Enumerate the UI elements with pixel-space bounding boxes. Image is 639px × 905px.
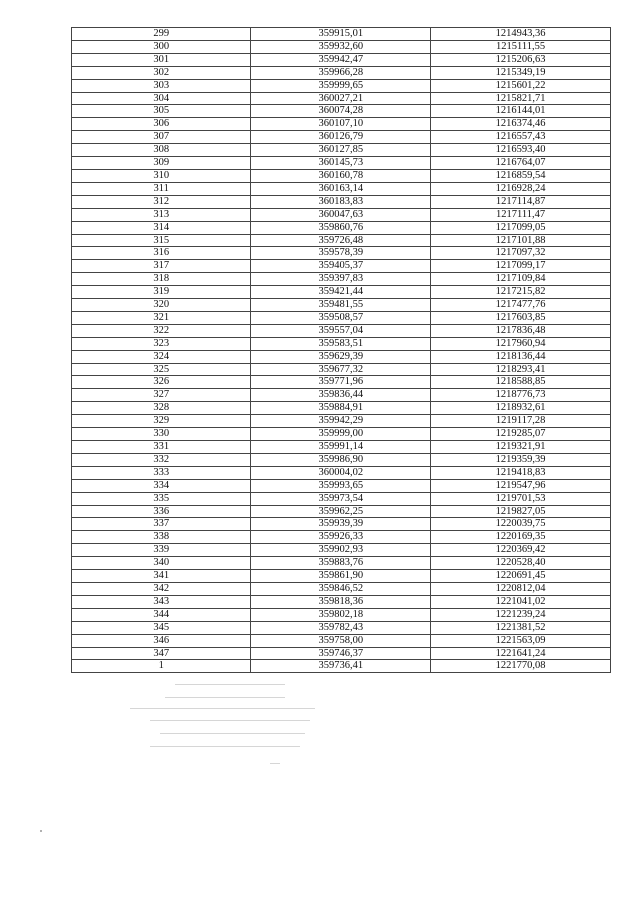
x-coordinate-cell: 360127,85 (251, 144, 431, 157)
point-number-cell: 329 (72, 415, 251, 428)
point-number-cell: 322 (72, 324, 251, 337)
x-coordinate-cell: 359802,18 (251, 608, 431, 621)
x-coordinate-cell: 359578,39 (251, 247, 431, 260)
point-number-cell: 335 (72, 492, 251, 505)
y-coordinate-cell: 1215821,71 (431, 92, 611, 105)
x-coordinate-cell: 360004,02 (251, 466, 431, 479)
x-coordinate-cell: 359999,65 (251, 79, 431, 92)
table-row (72, 286, 611, 299)
point-number-cell: 327 (72, 389, 251, 402)
table-row (72, 363, 611, 376)
point-number-cell: 341 (72, 570, 251, 583)
table-row (72, 273, 611, 286)
table-row (72, 324, 611, 337)
x-coordinate-cell: 359973,54 (251, 492, 431, 505)
x-coordinate-cell: 359782,43 (251, 621, 431, 634)
x-coordinate-cell: 359836,44 (251, 389, 431, 402)
point-number-cell: 308 (72, 144, 251, 157)
point-number-cell: 325 (72, 363, 251, 376)
y-coordinate-cell: 1219701,53 (431, 492, 611, 505)
table-row (72, 453, 611, 466)
x-coordinate-cell: 359846,52 (251, 582, 431, 595)
table-row (72, 660, 611, 673)
table-row (72, 144, 611, 157)
x-coordinate-cell: 359557,04 (251, 324, 431, 337)
point-number-cell: 316 (72, 247, 251, 260)
table-row (72, 582, 611, 595)
table-row (72, 518, 611, 531)
x-coordinate-cell: 359736,41 (251, 660, 431, 673)
y-coordinate-cell: 1217836,48 (431, 324, 611, 337)
point-number-cell: 338 (72, 531, 251, 544)
y-coordinate-cell: 1219547,96 (431, 479, 611, 492)
point-number-cell: 330 (72, 428, 251, 441)
table-row (72, 634, 611, 647)
y-coordinate-cell: 1217099,17 (431, 260, 611, 273)
x-coordinate-cell: 359758,00 (251, 634, 431, 647)
y-coordinate-cell: 1221563,09 (431, 634, 611, 647)
x-coordinate-cell: 359932,60 (251, 40, 431, 53)
x-coordinate-cell: 360126,79 (251, 131, 431, 144)
table-row (72, 389, 611, 402)
x-coordinate-cell: 360145,73 (251, 157, 431, 170)
x-coordinate-cell: 359926,33 (251, 531, 431, 544)
x-coordinate-cell: 360183,83 (251, 195, 431, 208)
point-number-cell: 345 (72, 621, 251, 634)
point-number-cell: 313 (72, 208, 251, 221)
y-coordinate-cell: 1216859,54 (431, 169, 611, 182)
y-coordinate-cell: 1218136,44 (431, 350, 611, 363)
point-number-cell: 319 (72, 286, 251, 299)
scan-artifact-line (130, 708, 315, 709)
y-coordinate-cell: 1218293,41 (431, 363, 611, 376)
table-row (72, 247, 611, 260)
y-coordinate-cell: 1219117,28 (431, 415, 611, 428)
point-number-cell: 303 (72, 79, 251, 92)
coordinates-table (71, 27, 611, 673)
table-row (72, 621, 611, 634)
point-number-cell: 336 (72, 505, 251, 518)
point-number-cell: 320 (72, 299, 251, 312)
table-row (72, 157, 611, 170)
scan-artifact-line (160, 733, 305, 734)
y-coordinate-cell: 1216144,01 (431, 105, 611, 118)
x-coordinate-cell: 360163,14 (251, 182, 431, 195)
table-row (72, 182, 611, 195)
point-number-cell: 340 (72, 557, 251, 570)
y-coordinate-cell: 1220691,45 (431, 570, 611, 583)
table-row (72, 376, 611, 389)
y-coordinate-cell: 1219359,39 (431, 453, 611, 466)
y-coordinate-cell: 1218776,73 (431, 389, 611, 402)
table-row (72, 505, 611, 518)
x-coordinate-cell: 360107,10 (251, 118, 431, 131)
point-number-cell: 306 (72, 118, 251, 131)
point-number-cell: 343 (72, 595, 251, 608)
y-coordinate-cell: 1219827,05 (431, 505, 611, 518)
point-number-cell: 309 (72, 157, 251, 170)
y-coordinate-cell: 1214943,36 (431, 28, 611, 41)
scan-artifact-line (175, 684, 285, 685)
y-coordinate-cell: 1221041,02 (431, 595, 611, 608)
x-coordinate-cell: 359884,91 (251, 402, 431, 415)
coordinates-table-body (72, 28, 611, 673)
table-row (72, 557, 611, 570)
y-coordinate-cell: 1216557,43 (431, 131, 611, 144)
x-coordinate-cell: 359771,96 (251, 376, 431, 389)
table-row (72, 492, 611, 505)
y-coordinate-cell: 1217101,88 (431, 234, 611, 247)
table-row (72, 131, 611, 144)
table-row (72, 428, 611, 441)
y-coordinate-cell: 1216764,07 (431, 157, 611, 170)
x-coordinate-cell: 359405,37 (251, 260, 431, 273)
y-coordinate-cell: 1217114,87 (431, 195, 611, 208)
x-coordinate-cell: 359966,28 (251, 66, 431, 79)
y-coordinate-cell: 1220812,04 (431, 582, 611, 595)
y-coordinate-cell: 1218588,85 (431, 376, 611, 389)
point-number-cell: 324 (72, 350, 251, 363)
table-row (72, 195, 611, 208)
point-number-cell: 304 (72, 92, 251, 105)
y-coordinate-cell: 1215111,55 (431, 40, 611, 53)
y-coordinate-cell: 1221770,08 (431, 660, 611, 673)
y-coordinate-cell: 1220169,35 (431, 531, 611, 544)
x-coordinate-cell: 359942,29 (251, 415, 431, 428)
table-row (72, 441, 611, 454)
table-row (72, 28, 611, 41)
table-row (72, 479, 611, 492)
table-row (72, 79, 611, 92)
point-number-cell: 328 (72, 402, 251, 415)
point-number-cell: 300 (72, 40, 251, 53)
x-coordinate-cell: 359991,14 (251, 441, 431, 454)
y-coordinate-cell: 1215601,22 (431, 79, 611, 92)
point-number-cell: 299 (72, 28, 251, 41)
y-coordinate-cell: 1220528,40 (431, 557, 611, 570)
table-row (72, 608, 611, 621)
point-number-cell: 332 (72, 453, 251, 466)
point-number-cell: 331 (72, 441, 251, 454)
scan-artifact-line (270, 763, 280, 764)
x-coordinate-cell: 360047,63 (251, 208, 431, 221)
y-coordinate-cell: 1217099,05 (431, 221, 611, 234)
table-row (72, 169, 611, 182)
x-coordinate-cell: 359726,48 (251, 234, 431, 247)
x-coordinate-cell: 359942,47 (251, 53, 431, 66)
point-number-cell: 323 (72, 337, 251, 350)
x-coordinate-cell: 360027,21 (251, 92, 431, 105)
scan-artifact-line (165, 697, 285, 698)
scan-artifact-line (150, 746, 300, 747)
x-coordinate-cell: 359746,37 (251, 647, 431, 660)
y-coordinate-cell: 1217603,85 (431, 311, 611, 324)
point-number-cell: 317 (72, 260, 251, 273)
y-coordinate-cell: 1217960,94 (431, 337, 611, 350)
y-coordinate-cell: 1217111,47 (431, 208, 611, 221)
scan-artifact-line (150, 720, 310, 721)
table-row (72, 595, 611, 608)
y-coordinate-cell: 1216928,24 (431, 182, 611, 195)
y-coordinate-cell: 1221381,52 (431, 621, 611, 634)
table-row (72, 118, 611, 131)
x-coordinate-cell: 360160,78 (251, 169, 431, 182)
table-row (72, 337, 611, 350)
y-coordinate-cell: 1220369,42 (431, 544, 611, 557)
y-coordinate-cell: 1217477,76 (431, 299, 611, 312)
point-number-cell: 1 (72, 660, 251, 673)
y-coordinate-cell: 1219321,91 (431, 441, 611, 454)
y-coordinate-cell: 1216374,46 (431, 118, 611, 131)
y-coordinate-cell: 1217097,32 (431, 247, 611, 260)
point-number-cell: 314 (72, 221, 251, 234)
table-row (72, 415, 611, 428)
x-coordinate-cell: 360074,28 (251, 105, 431, 118)
point-number-cell: 321 (72, 311, 251, 324)
table-row (72, 105, 611, 118)
table-row (72, 647, 611, 660)
table-row (72, 260, 611, 273)
x-coordinate-cell: 359902,93 (251, 544, 431, 557)
table-row (72, 40, 611, 53)
y-coordinate-cell: 1220039,75 (431, 518, 611, 531)
table-row (72, 92, 611, 105)
table-row (72, 466, 611, 479)
table-row (72, 311, 611, 324)
y-coordinate-cell: 1218932,61 (431, 402, 611, 415)
table-row (72, 234, 611, 247)
table-row (72, 570, 611, 583)
point-number-cell: 301 (72, 53, 251, 66)
x-coordinate-cell: 359481,55 (251, 299, 431, 312)
point-number-cell: 318 (72, 273, 251, 286)
point-number-cell: 333 (72, 466, 251, 479)
table-row (72, 402, 611, 415)
table-row (72, 66, 611, 79)
table-row (72, 221, 611, 234)
x-coordinate-cell: 359508,57 (251, 311, 431, 324)
x-coordinate-cell: 359962,25 (251, 505, 431, 518)
x-coordinate-cell: 359583,51 (251, 337, 431, 350)
point-number-cell: 312 (72, 195, 251, 208)
point-number-cell: 337 (72, 518, 251, 531)
x-coordinate-cell: 359397,83 (251, 273, 431, 286)
point-number-cell: 347 (72, 647, 251, 660)
table-row (72, 544, 611, 557)
point-number-cell: 302 (72, 66, 251, 79)
x-coordinate-cell: 359883,76 (251, 557, 431, 570)
x-coordinate-cell: 359818,36 (251, 595, 431, 608)
x-coordinate-cell: 359999,00 (251, 428, 431, 441)
x-coordinate-cell: 359993,65 (251, 479, 431, 492)
table-row (72, 299, 611, 312)
y-coordinate-cell: 1219285,07 (431, 428, 611, 441)
point-number-cell: 326 (72, 376, 251, 389)
point-number-cell: 342 (72, 582, 251, 595)
x-coordinate-cell: 359939,39 (251, 518, 431, 531)
y-coordinate-cell: 1221239,24 (431, 608, 611, 621)
x-coordinate-cell: 359860,76 (251, 221, 431, 234)
point-number-cell: 315 (72, 234, 251, 247)
y-coordinate-cell: 1219418,83 (431, 466, 611, 479)
y-coordinate-cell: 1217109,84 (431, 273, 611, 286)
point-number-cell: 310 (72, 169, 251, 182)
point-number-cell: 346 (72, 634, 251, 647)
x-coordinate-cell: 359629,39 (251, 350, 431, 363)
table-row (72, 350, 611, 363)
point-number-cell: 307 (72, 131, 251, 144)
x-coordinate-cell: 359421,44 (251, 286, 431, 299)
x-coordinate-cell: 359861,90 (251, 570, 431, 583)
point-number-cell: 344 (72, 608, 251, 621)
point-number-cell: 334 (72, 479, 251, 492)
x-coordinate-cell: 359677,32 (251, 363, 431, 376)
x-coordinate-cell: 359986,90 (251, 453, 431, 466)
point-number-cell: 339 (72, 544, 251, 557)
scan-speck (40, 830, 42, 832)
point-number-cell: 305 (72, 105, 251, 118)
table-row (72, 208, 611, 221)
y-coordinate-cell: 1215349,19 (431, 66, 611, 79)
y-coordinate-cell: 1217215,82 (431, 286, 611, 299)
x-coordinate-cell: 359915,01 (251, 28, 431, 41)
table-row (72, 53, 611, 66)
point-number-cell: 311 (72, 182, 251, 195)
y-coordinate-cell: 1221641,24 (431, 647, 611, 660)
table-row (72, 531, 611, 544)
y-coordinate-cell: 1215206,63 (431, 53, 611, 66)
y-coordinate-cell: 1216593,40 (431, 144, 611, 157)
